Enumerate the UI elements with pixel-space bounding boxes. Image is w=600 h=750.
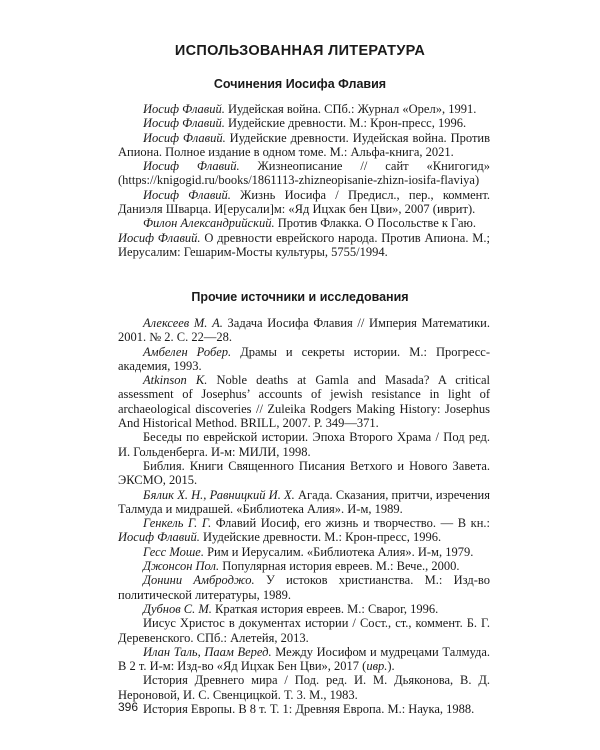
entry-author: Джонсон Пол. — [143, 559, 220, 574]
bibliography-entry — [118, 316, 490, 345]
section-title-other-sources: Прочие источники и исследования — [191, 290, 409, 304]
entry-text: Иудейская война. СПб.: Журнал «Орел», 1991. — [224, 102, 477, 116]
entry-text: Жизнь Иосифа / Предисл., пер., коммент. Даниэля Шварца. И[ерусали]м: «Яд Ицхак бен Цви», 2007 (иврит). — [118, 187, 490, 217]
entry-text: Иудейские древности. М.: Крон-пресс, 1996. — [224, 116, 467, 131]
entry-author: Амбелен Робер. — [143, 344, 232, 359]
section-title-works: Сочинения Иосифа Флавия — [213, 77, 387, 91]
entry-text: Библия. Книги Священного Писания Ветхого и Нового Завета. ЭКСМО, 2015. — [118, 458, 490, 488]
bibliography-entry — [118, 345, 490, 374]
bibliography-entry — [118, 645, 490, 674]
entry-text: О древности еврейского народа. Против Апиона. М.; Иерусалим: Гешарим-Мосты культуры, 5755/1994. — [118, 230, 490, 259]
entry-author-secondary: Иосиф Флавий. — [118, 530, 200, 545]
entry-author: Гесс Моше. — [143, 544, 204, 559]
entry-author: Иосиф Флавий. — [143, 159, 240, 174]
page-title: ИСПОЛЬЗОВАННАЯ ЛИТЕРАТУРА — [174, 43, 426, 59]
entry-text: У истоков христианства. М.: Изд-во политической литературы, 1989. — [118, 573, 490, 602]
entry-text: Драмы и секреты истории. М.: Прогресс-академия, 1993. — [118, 344, 490, 373]
entry-text: Жизнеописание // сайт «Книгогид» (https://knigogid.ru/books/1861113-zhizneopisanie-zhizn-iosifa-flaviya) — [118, 159, 490, 188]
entry-text: Популярная история евреев. М.: Вече., 2000. — [219, 559, 460, 574]
entry-text: Рим и Иерусалим. «Библиотека Алия». И-м, 1979. — [203, 544, 474, 559]
bibliography-entry — [118, 373, 490, 430]
bibliography-entry — [118, 102, 490, 116]
bibliography-entry — [118, 159, 490, 188]
entry-text: Иудейские древности. Иудейская война. Против Апиона. Полное издание в одном томе. М.: Альфа-книга, 2021. — [118, 130, 491, 159]
bibliography-entry — [118, 702, 490, 716]
entry-text: История Европы. В 8 т. Т. 1: Древняя Европа. М.: Наука, 1988. — [143, 702, 475, 717]
bibliography-entry — [118, 430, 490, 459]
entry-author: Илан Таль, Паам Веред. — [143, 644, 272, 659]
entry-language-note: ивр. — [366, 659, 388, 674]
entry-text: Noble deaths at Gamla and Masada? A critical assessment of Josephus’ accounts of jewish resistance in light of archaeological discoveries // Zuleika Rodgers Making History: Josephus And Historical Method. BRILL, 2007. P. 349—371. — [118, 373, 490, 431]
page-number: 396 — [118, 700, 139, 714]
sources-list — [118, 316, 490, 716]
entry-text: Агада. Сказания, притчи, изречения Талмуда и мидрашей. «Библиотека Алия». И-м, 1989. — [118, 487, 491, 516]
bibliography-entry — [118, 516, 490, 545]
entry-text: Против Флакка. О Посольстве к Гаю. — [274, 216, 476, 231]
entry-text: История Древнего мира / Под. ред. И. М. Дьяконова, В. Д. Нероновой, И. С. Свенцицкой. Т. 3. М., 1983. — [118, 673, 490, 702]
bibliography-entry — [118, 459, 490, 488]
bibliography-entry — [118, 616, 490, 645]
entry-author: Донини Амброджо. — [143, 573, 255, 588]
bibliography-entry — [118, 573, 490, 602]
entry-text: Задача Иосифа Флавия // Империя Математики. 2001. № 2. С. 22—28. — [118, 316, 490, 345]
entry-author: Иосиф Флавий. — [143, 130, 226, 145]
bibliography-entry — [118, 231, 490, 260]
entry-author: Бялик Х. Н., Равницкий И. Х. — [143, 487, 295, 502]
entry-text: Беседы по еврейской истории. Эпоха Второго Храма / Под ред. И. Гольденберга. И-м: МИЛИ, 1998. — [118, 430, 490, 459]
entry-text: Краткая история евреев. М.: Сварог, 1996. — [211, 601, 439, 616]
entry-author: Иосиф Флавий. — [143, 116, 225, 131]
bibliography-entry — [118, 488, 490, 517]
entry-author: Иосиф Флавий. — [143, 187, 231, 202]
entry-text: Флавий Иосиф, его жизнь и творчество. — В кн.: — [211, 516, 490, 531]
bibliography-entry — [118, 559, 490, 573]
bibliography-entry — [118, 216, 490, 230]
bibliography-entry — [118, 188, 490, 217]
entry-author: Иосиф Флавий. — [143, 102, 225, 116]
entry-text: Между Иосифом и мудрецами Талмуда. В 2 т. И-м: Изд-во «Яд Ицхак Бен Цви», 2017 ( — [118, 644, 490, 674]
entry-author: Филон Александрийский. — [143, 216, 275, 231]
bibliography-entry — [118, 116, 490, 130]
bibliography-entry — [118, 131, 490, 160]
entry-text: Иисус Христос в документах истории / Сост., ст., коммент. Б. Г. Деревенского. СПб.: Алетейя, 2013. — [118, 616, 490, 645]
entry-text-secondary: Иудейские древности. М.: Крон-пресс, 1996. — [199, 530, 442, 545]
entry-author: Алексеев М. А. — [143, 316, 223, 330]
works-list — [118, 102, 490, 259]
entry-author: Atkinson K. — [143, 373, 208, 388]
bibliography-entry — [118, 602, 490, 616]
entry-author: Дубнов С. М. — [143, 601, 212, 616]
entry-author: Генкель Г. Г. — [143, 516, 212, 531]
bibliography-entry — [118, 545, 490, 559]
bibliography-entry — [118, 673, 490, 702]
entry-author: Иосиф Флавий. — [118, 230, 201, 245]
entry-text-end: ). — [387, 659, 395, 674]
